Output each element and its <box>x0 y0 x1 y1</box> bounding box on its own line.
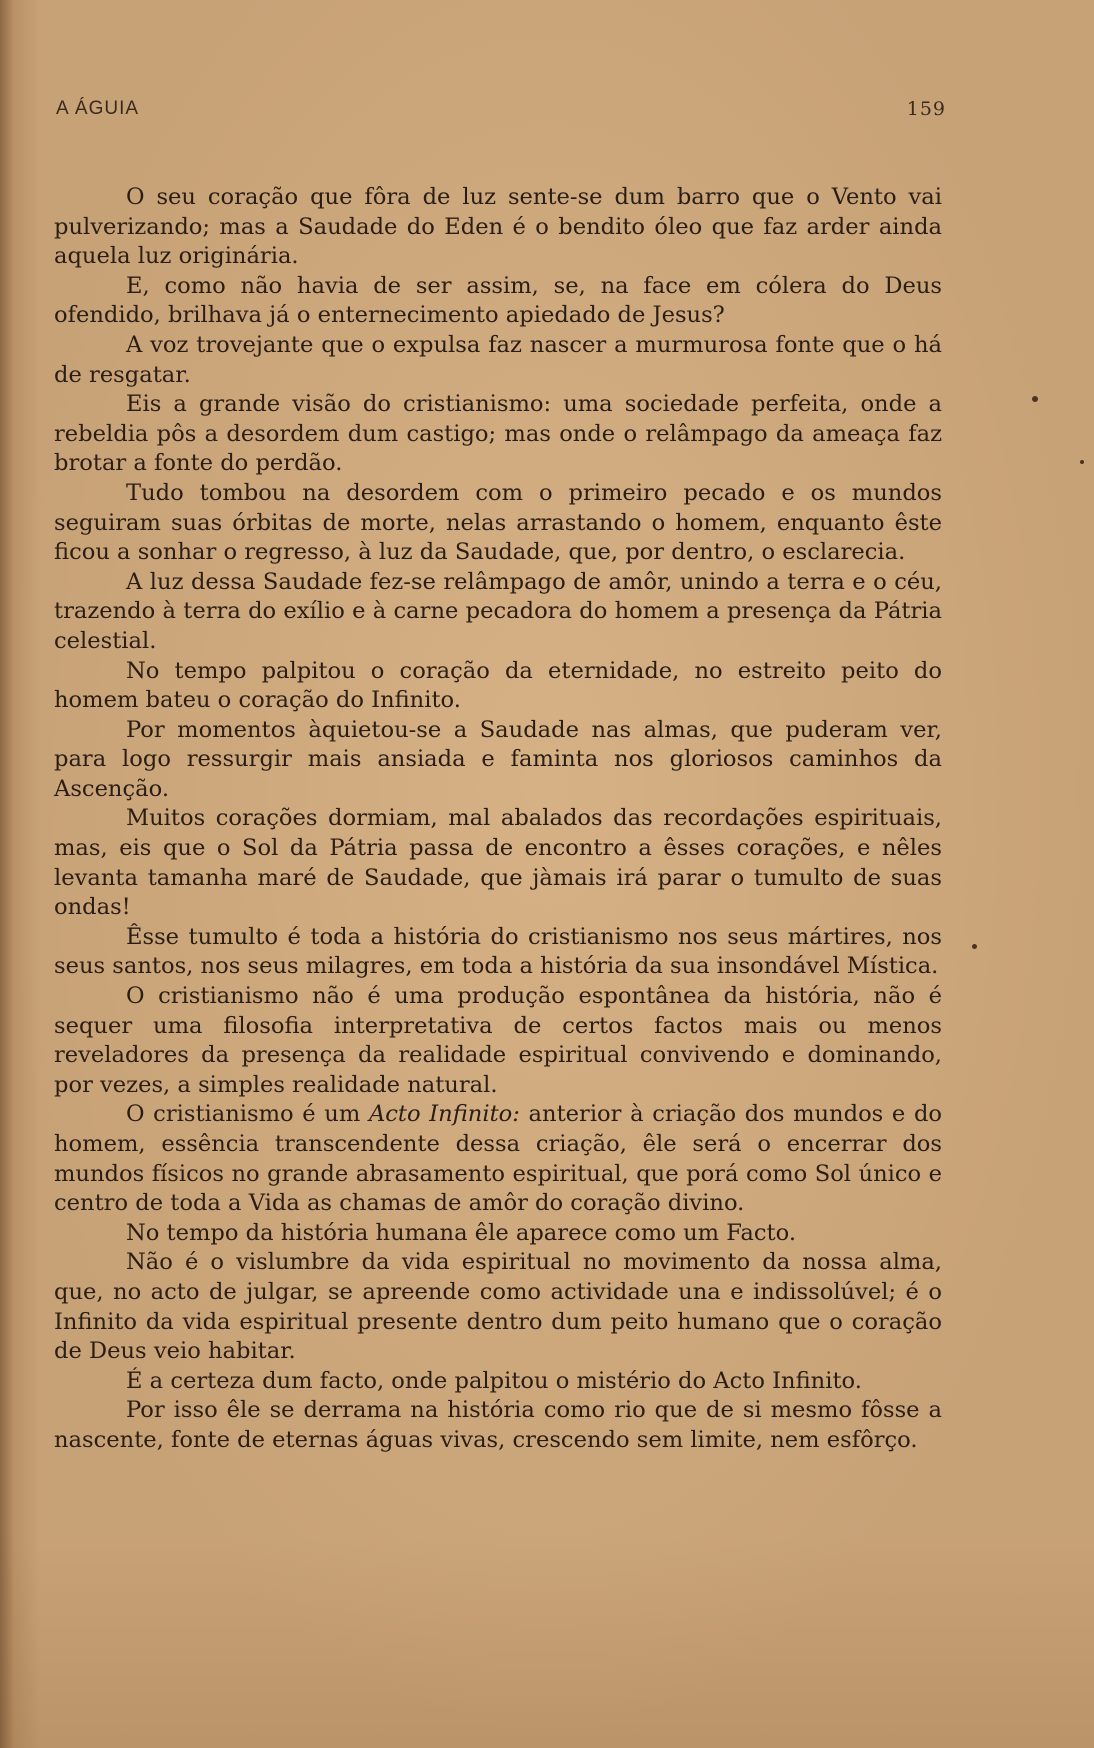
paragraph: Por isso êle se derrama na história como rio que de si mesmo fôsse a nascente, fonte de eternas águas vivas, crescendo sem limite, nem esfôrço. <box>54 1397 942 1453</box>
paragraph: A luz dessa Saudade fez-se relâmpago de amôr, unindo a terra e o céu, trazendo à terra do exílio e à carne pecadora do homem a presença da Pátria celestial. <box>54 568 942 654</box>
page-number: 159 <box>906 98 946 120</box>
paragraph: Por momentos àquietou-se a Saudade nas almas, que puderam ver, para logo ressurgir mais ansiada e faminta nos gloriosos caminhos da Ascenção. <box>54 716 942 802</box>
ink-speck <box>1032 396 1038 402</box>
paragraph: A voz trovejante que o expulsa faz nascer a murmurosa fonte que o há de resgatar. <box>54 331 942 388</box>
paragraph: O cristianismo não é uma produção espontânea da história, não é sequer uma filosofia interpretativa de certos factos mais ou menos reveladores da presença da realidade espiritual convivendo e dominando, por vezes, a simples realidade natural. <box>54 983 942 1098</box>
ink-speck <box>972 944 977 949</box>
paragraph-text: anterior à criação dos mundos e do homem, essência transcendente dessa criação, êle será o encerrar dos mundos físicos no grande abrasamento espiritual, que porá como Sol único e centro de toda a Vida as chamas de amôr do coração divino. <box>54 1101 943 1217</box>
paragraph-text: O cristianismo é um <box>126 1101 369 1128</box>
paragraph-acto-infinito <box>54 1100 942 1218</box>
paragraph: No tempo da história humana êle aparece como um Facto. <box>126 1219 797 1246</box>
ink-speck <box>1080 460 1084 464</box>
paragraph: No tempo palpitou o coração da eternidade, no estreito peito do homem bateu o coração do Infinito. <box>54 657 942 714</box>
paragraph: Tudo tombou na desordem com o primeiro pecado e os mundos seguiram suas órbitas de morte, nelas arrastando o homem, enquanto êste ficou a sonhar o regresso, à luz da Saudade, que, por dentro, o esclarecia. <box>54 479 942 566</box>
body-text <box>54 183 942 1456</box>
running-title: A ÁGUIA <box>56 98 140 119</box>
paragraph: E, como não havia de ser assim, se, na face em cólera do Deus ofendido, brilhava já o enternecimento apiedado de Jesus? <box>54 272 942 329</box>
paragraph: Êsse tumulto é toda a história do cristianismo nos seus mártires, nos seus santos, nos seus milagres, em toda a história da sua insondável Mística. <box>54 923 942 980</box>
paragraph: Muitos corações dormiam, mal abalados das recordações espirituais, mas, eis que o Sol da Pátria passa de encontro a êsses corações, e nêles levanta tamanha maré de Saudade, que jàmais irá parar o tumulto de suas ondas! <box>54 805 942 921</box>
running-header <box>56 98 946 126</box>
paragraph: Não é o vislumbre da vida espiritual no movimento da nossa alma, que, no acto de julgar, se apreende como actividade una e indissolúvel; é o Infinito da vida espiritual presente dentro dum peito humano que o coração de Deus veio habitar. <box>54 1249 942 1365</box>
paragraph: O seu coração que fôra de luz sente-se dum barro que o Vento vai pulverizando; mas a Saudade do Eden é o bendito óleo que faz arder ainda aquela luz originária. <box>54 184 942 270</box>
paragraph: Eis a grande visão do cristianismo: uma sociedade perfeita, onde a rebeldia pôs a desordem dum castigo; mas onde o relâmpago da ameaça faz brotar a fonte do perdão. <box>54 391 942 477</box>
paragraph: É a certeza dum facto, onde palpitou o mistério do Acto Infinito. <box>126 1367 862 1394</box>
italic-term: Acto Infinito: <box>368 1101 520 1128</box>
